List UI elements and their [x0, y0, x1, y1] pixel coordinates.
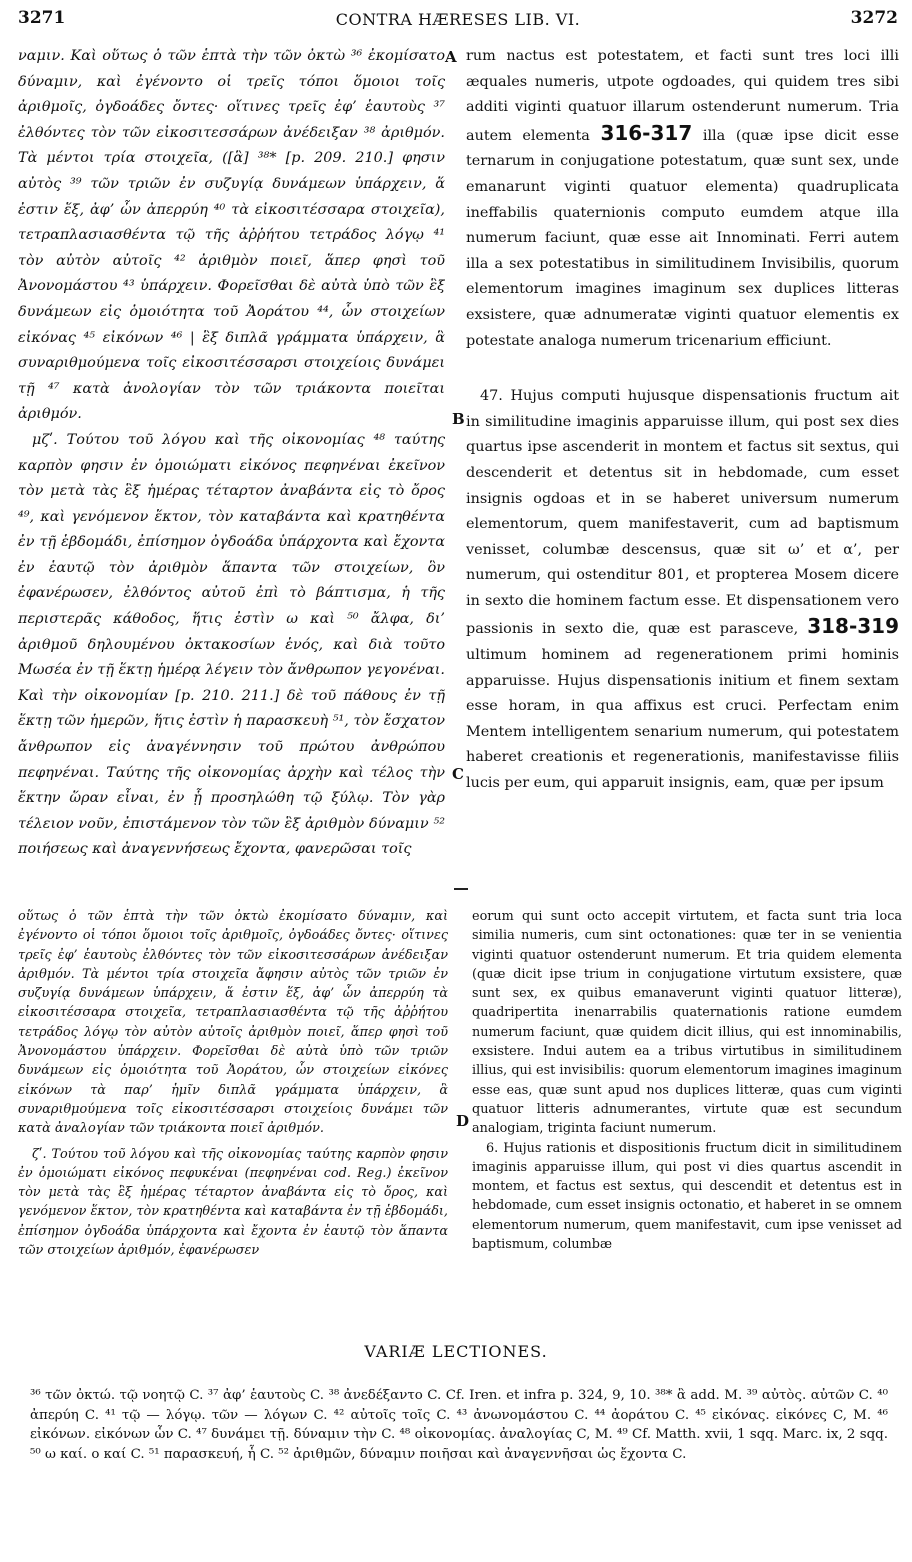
page-number-left: 3271	[18, 8, 66, 28]
section-number: μζʹ.	[32, 431, 58, 448]
latin-column-top	[466, 44, 899, 884]
latin-paragraph	[466, 44, 899, 354]
latin-column-bottom	[472, 907, 902, 1302]
latin-text: rum nactus est potestatem, et facti sunt tres loci illi æquales numeris, utpote ogdoades, qui quidem tres sibi additi viginti quatuor illarum ostenderunt numerum. Tria autem elementa	[466, 48, 899, 144]
running-title: CONTRA HÆRESES LIB. VI.	[335, 10, 581, 29]
variae-lectiones-notes: ³⁶ τῶν ὀκτώ. τῷ νοητῷ C. ³⁷ ἀφ’ ἑαυτοὺς C. ³⁸ ἀνεδέξαντο C. Cf. Iren. et infra p. 324, 9, 10. ³⁸* ἃ add. M. ³⁹ αὐτὸς. αὐτῶν C. ⁴⁰ ἀπερύη C. ⁴¹ τῷ — λόγῳ. τῶν — λόγων C. ⁴² αὐτοῖς τοῖς C. ⁴³ ἀνωνομάστου C. ⁴⁴ ἀοράτου C. ⁴⁵ εἰκόνας. εἰκόνες C, M. ⁴⁶ εἰκόνων. εἰκόνων ὧν C. ⁴⁷ δυνάμει τῇ. δύναμιν τὴν C. ⁴⁸ οἰκονομίας. ἀναλογίας C, M. ⁴⁹ Cf. Matth. xvii, 1 sqq. Marc. ix, 2 sqq. ⁵⁰ ω καί. ο καί C. ⁵¹ παρασκευή, ἧ C. ⁵² ἀριθμῶν, δύναμιν ποιῆσαι καὶ ἀναγεννῆσαι ὡς ἔχοντα C.	[30, 1388, 888, 1462]
latin-text: 47. Hujus computi hujusque dispensationis fructum ait in similitudine imaginis apparuisse illum, qui post sex dies quartus ipse ascenderit in montem et factus sit sextus, qui descenderit et detentus sit in hebdomade, cum esset insignis ogdoas et in se haberet universum numerum elementorum, quem manifestaverit, cum ad baptismum venisset, columbæ descensus, quæ sit ω’ et α’, per numerum, qui ostenditur 801, et propterea Mosem dicere in sexto die hominem factum esse. Et dispensationem vero passionis in sexto die, quæ est parasceve,	[466, 388, 899, 638]
page-number-right: 3272	[850, 8, 898, 28]
divider-line	[454, 888, 468, 890]
margin-marker-c: C	[452, 765, 464, 783]
greek-paragraph	[18, 428, 445, 863]
column-number: 316-317	[600, 120, 693, 145]
latin-paragraph: eorum qui sunt octo accepit virtutem, et facta sunt tria loca similia numeris, cum sint octonationes: quæ ter in se venientia viginti quatuor ostenderunt numerum. Et tria quidem elementa (quæ dicit ipse trium in conjugatione virtutum exsistere, quæ sunt sex, ex quibus emanaverunt viginti quatuor litteræ), quadripertita inenarrabilis quaternationis ratione eumdem numerum faciunt, quæ quidem dicit illius, qui est innominabilis, exsistere. Indui autem ea a tribus virtutibus in similitudinem illius, qui est invisibilis: quorum elementorum imagines imaginum esse eas, quæ sunt apud nos duplices litteræ, quas cum viginti quatuor litteris adnumerantes, virtute quæ est secundum analogiam, triginta faciunt numerum.	[472, 909, 902, 1137]
greek-paragraph: οὕτως ὁ τῶν ἑπτὰ τὴν τῶν ὀκτὼ ἐκομίσατο δύναμιν, καὶ ἐγένοντο οἱ τόποι ὅμοιοι τοῖς ἀριθμοῖς, ὀγδοάδες ὄντες· οἵτινες τρεῖς ἐφ’ ἑαυτοὺς ἐλθόντες τὸν τῶν εἰκοσιτεσσάρων ἀνέδειξαν ἀριθμόν. Τὰ μέντοι τρία στοιχεῖα ἄφησιν αὐτὸς τῶν τριῶν ἐν συζυγίᾳ δυνάμεων ὑπάρχειν, ἅ ἐστιν ἕξ, ἀφ’ ὧν ἀπερρύη τὰ εἰκοσιτέσσαρα στοιχεῖα, τετραπλασιασθέντα τῷ τῆς ἀῤῥήτου τετράδος λόγῳ τὸν αὐτὸν αὐτοῖς ἀριθμὸν ποιεῖ, ἅπερ φησὶ τοῦ Ἀνονομάστου ὑπάρχειν. Φορεῖσθαι δὲ αὐτὰ ὑπὸ τῶν τριῶν δυνάμεων εἰς ὁμοιότητα τοῦ Ἀοράτου, ὧν στοιχείων εἰκόνες εἰκόνων τὰ παρ’ ἡμῖν διπλᾶ γράμματα ὑπάρχειν, ἃ συναριθμούμενα τοῖς εἰκοσιτέσσαρσι στοιχείοις δυνάμει τῶν κατὰ ἀναλογίαν τῶν τριάκοντα ποιεῖ ἀριθμόν.	[18, 909, 448, 1137]
column-number: 318-319	[807, 614, 899, 639]
margin-marker-d: D	[456, 1112, 470, 1130]
greek-paragraph-text: Τούτου τοῦ λόγου καὶ τῆς οἰκονομίας ⁴⁸ ταύτης καρπὸν φησιν ἐν ὁμοιώματι εἰκόνος πεφηνέναι ἐκεῖνον τὸν μετὰ τὰς ἓξ ἡμέρας τέταρτον ἀναβάντα εἰς τὸ ὄρος ⁴⁹, καὶ γενόμενον ἕκτον, τὸν καταβάντα καὶ κρατηθέντα ἐν τῇ ἑβδομάδι, ἐπίσημον ὀγδοάδα ὑπάρχοντα καὶ ἔχοντα ἐν ἑαυτῷ τὸν ἀριθμὸν ἅπαντα τῶν στοιχείων, ὃν ἐφανέρωσεν, ἐλθόντος αὐτοῦ ἐπὶ τὸ βάπτισμα, ἡ τῆς περιστερᾶς κάθοδος, ἥτις ἐστὶν ω καὶ ⁵⁰ ἄλφα, δι’ ἀριθμοῦ δηλουμένου ὀκτακοσίων ἑνός, καὶ διὰ τοῦτο Μωσέα ἐν τῇ ἕκτῃ ἡμέρᾳ λέγειν τὸν ἄνθρωπον γεγονέναι. Καὶ τὴν οἰκονομίαν [p. 210. 211.] δὲ τοῦ πάθους ἐν τῇ ἕκτῃ τῶν ἡμερῶν, ἥτις ἐστὶν ἡ παρασκευὴ ⁵¹, τὸν ἔσχατον ἄνθρωπον εἰς ἀναγέννησιν τοῦ πρώτου ἀνθρώπου πεφηνέναι. Ταύτης τῆς οἰκονομίας ἀρχὴν καὶ τέλος τὴν ἕκτην ὥραν εἶναι, ἐν ᾗ προσηλώθη τῷ ξύλῳ. Τὸν γὰρ τέλειον νοῦν, ἐπιστάμενον τὸν τῶν ἓξ ἀριθμὸν δύναμιν ⁵² ποιήσεως καὶ ἀναγεννήσεως ἔχοντα, φανερῶσαι τοῖς	[18, 431, 445, 858]
latin-paragraph: 6. Hujus rationis et dispositionis fructum dicit in similitudinem imaginis apparuisse illum, qui post vi dies quartus ascendit in montem, et factus est sextus, qui descendit et detentus est in hebdomade, cum esset insignis octonatio, et haberet in se omnem elementorum numerum, quem manifestavit, cum ipse venisset ad baptismum, columbæ	[472, 1140, 902, 1253]
latin-text: illa (quæ ipse dicit esse ternarum in conjugatione potestatum, quæ sunt sex, unde emanarunt viginti quatuor elementa) quadruplicata ineffabilis quaternionis computo eumdem atque illa numerum faciunt, quæ esse ait Innominati. Ferri autem illa a sex potestatibus in similitudinem Invisibilis, quorum elementorum imagines imaginum sex duplices litteras exsistere, quæ adnumeratæ viginti quatuor elementis ex potestate analoga numerum tricenarium efficiunt.	[466, 127, 899, 349]
greek-column-top	[18, 44, 445, 884]
running-header	[18, 8, 898, 34]
variae-lectiones-heading: VARIÆ LECTIONES.	[364, 1342, 548, 1361]
margin-marker-a: A	[445, 48, 457, 66]
latin-paragraph	[466, 384, 899, 797]
greek-column-bottom	[18, 907, 448, 1302]
margin-marker-b: B	[452, 410, 465, 428]
latin-text: ultimum hominem ad regenerationem primi hominis apparuisse. Hujus dispensationis initium et finem sextam esse horam, in qua affixus est cruci. Perfectam enim Mentem intelligentem senarium numerum, qui potestatem haberet creationis et regenerationis, manifestavisse filiis lucis per eum, qui apparuit insignis, eam, quæ per ipsum	[466, 647, 899, 792]
greek-paragraph: ναμιν. Καὶ οὕτως ὁ τῶν ἑπτὰ τὴν τῶν ὀκτὼ ³⁶ ἐκομίσατο δύναμιν, καὶ ἐγένοντο οἱ τρεῖς τόποι ὅμοιοι τοῖς ἀριθμοῖς, ὀγδοάδες ὄντες· οἵτινες τρεῖς ἐφ’ ἑαυτοὺς ³⁷ ἐλθόντες τὸν τῶν εἰκοσιτεσσάρων ἀνέδειξαν ³⁸ ἀριθμόν. Τὰ μέντοι τρία στοιχεῖα, ([ἃ] ³⁸* [p. 209. 210.] φησιν αὐτὸς ³⁹ τῶν τριῶν ἐν συζυγίᾳ δυνάμεων ὑπάρχειν, ἅ ἐστιν ἕξ, ἀφ’ ὧν ἀπερρύη ⁴⁰ τὰ εἰκοσιτέσσαρα στοιχεῖα), τετραπλασιασθέντα τῷ τῆς ἀῤῥήτου τετράδος λόγῳ ⁴¹ τὸν αὐτὸν αὐτοῖς ⁴² ἀριθμὸν ποιεῖ, ἅπερ φησὶ τοῦ Ἀνονομάστου ⁴³ ὑπάρχειν. Φορεῖσθαι δὲ αὐτὰ ὑπὸ τῶν ἓξ δυνάμεων εἰς ὁμοιότητα τοῦ Ἀοράτου ⁴⁴, ὧν στοιχείων εἰκόνας ⁴⁵ εἰκόνων ⁴⁶ | ἓξ διπλᾶ γράμματα ὑπάρχειν, ἃ συναριθμούμενα τοῖς εἰκοσιτέσσαρσι στοιχείοις δυνάμει τῇ ⁴⁷ κατὰ ἀνολογίαν τὸν τῶν τριάκοντα ποιεῖται ἀριθμόν.	[18, 48, 445, 423]
greek-paragraph: ζʹ. Τούτου τοῦ λόγου καὶ τῆς οἰκονομίας ταύτης καρπὸν φησιν ἐν ὁμοιώματι εἰκόνος πεφυκέναι (πεφηνέναι cod. Reg.) ἐκεῖνον τὸν μετὰ τὰς ἓξ ἡμέρας τέταρτον ἀναβάντα εἰς τὸ ὄρος, καὶ γενόμενον ἕκτον, τὸν κρατηθέντα καὶ καταβάντα ἐν τῇ ἑβδομάδι, ἐπίσημον ὀγδοάδα ὑπάρχοντα καὶ ἔχοντα ἐν ἑαυτῷ τὸν ἅπαντα τῶν στοιχείων ἀριθμόν, ἐφανέρωσεν	[18, 1146, 448, 1259]
